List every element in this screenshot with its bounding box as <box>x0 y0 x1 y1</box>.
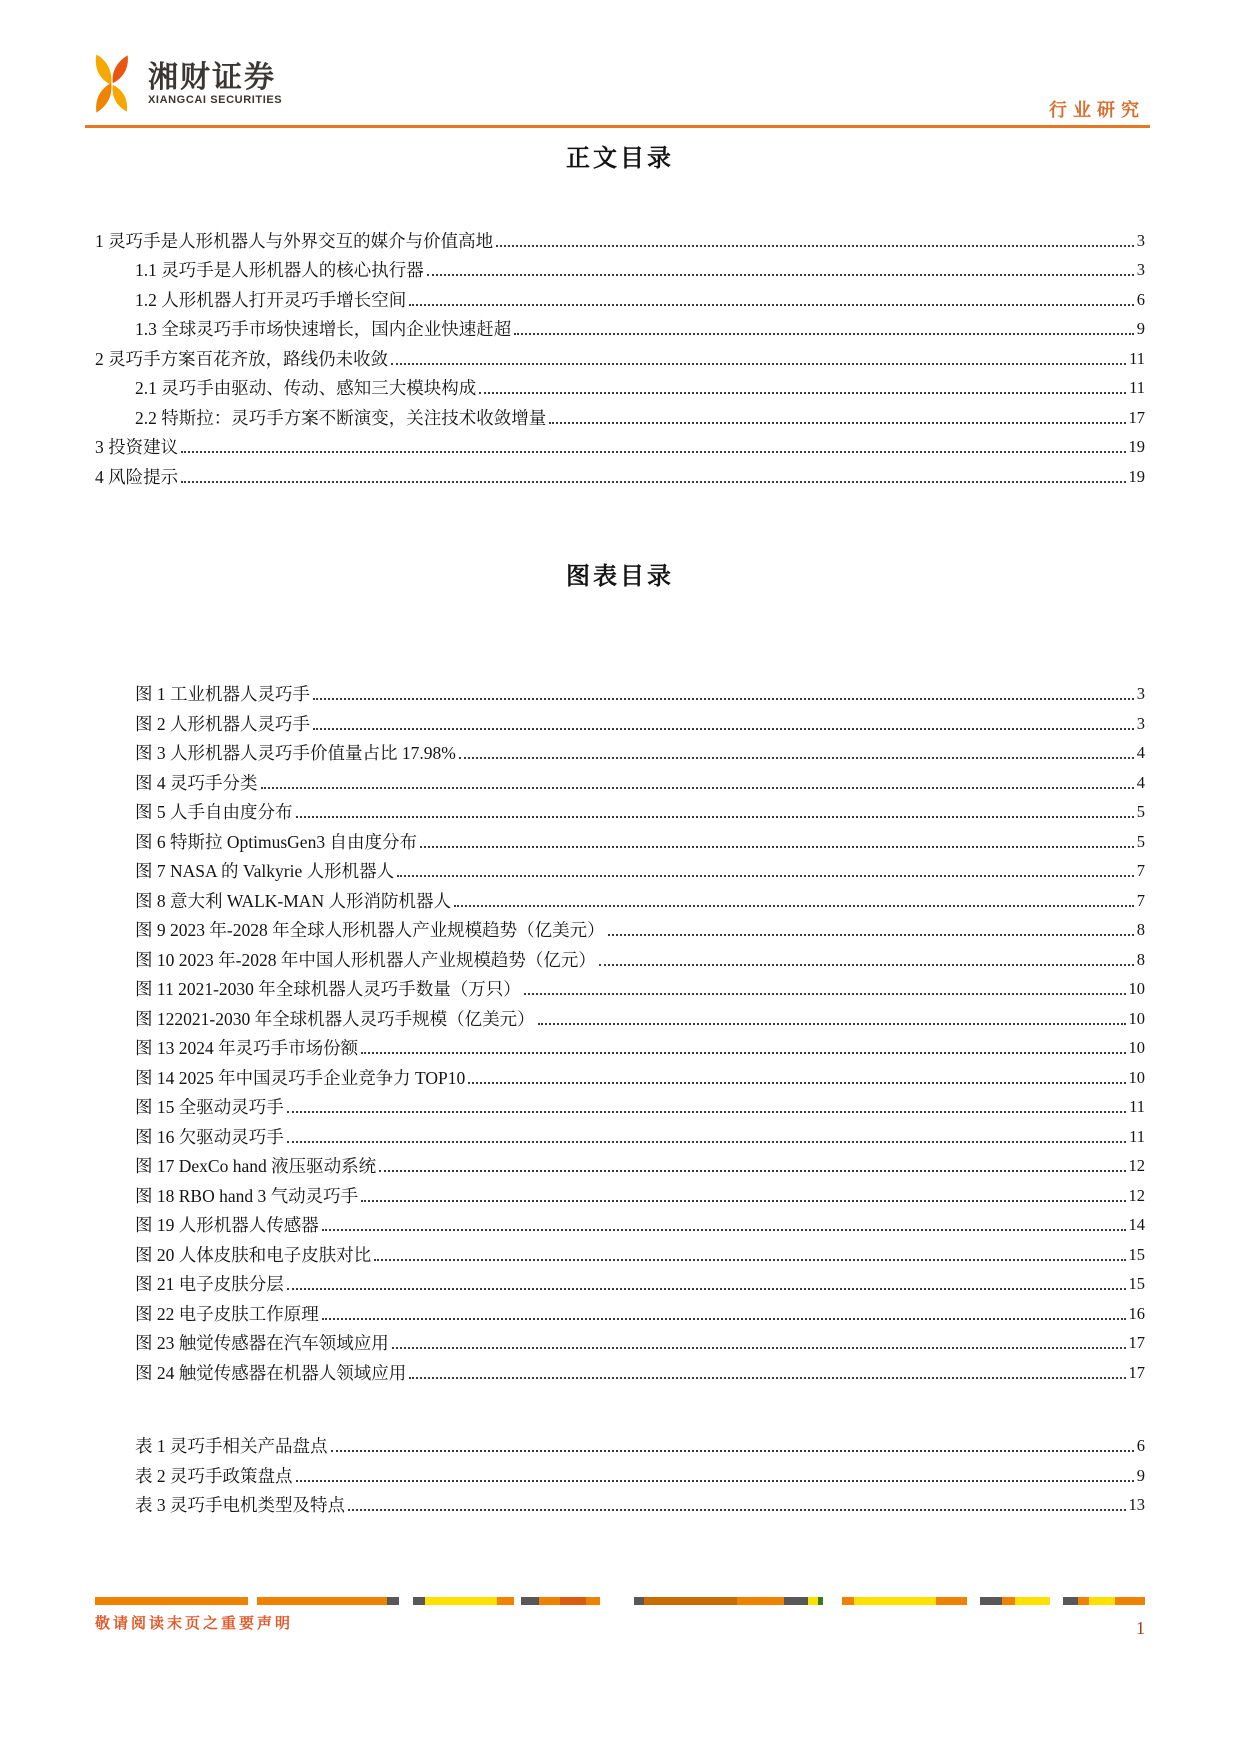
dot-leader <box>397 875 1134 877</box>
dot-leader <box>322 1229 1126 1231</box>
figure-entry-page-number: 11 <box>1129 1097 1145 1116</box>
figure-entry-page-number: 16 <box>1128 1303 1145 1323</box>
dot-leader <box>454 905 1134 907</box>
dot-leader <box>514 333 1134 335</box>
footer-bar-segment <box>248 1597 256 1605</box>
dot-leader <box>391 363 1126 365</box>
toc-entry-page-number: 6 <box>1136 289 1145 309</box>
brand-logo <box>86 52 282 116</box>
table-entry-label: 表 2 灵巧手政策盘点 <box>135 1465 293 1486</box>
footer-bar-segment <box>399 1597 413 1605</box>
footer-bar-segment <box>1063 1597 1078 1605</box>
figure-entry-page-number: 8 <box>1136 920 1145 939</box>
figure-entry-label: 图 3 人形机器人灵巧手价值量占比 17.98% <box>135 743 456 763</box>
figure-entry-page-number: 14 <box>1128 1215 1145 1234</box>
figure-entry-label: 图 5 人手自由度分布 <box>135 802 293 822</box>
figure-entry[interactable] <box>95 1354 1145 1384</box>
figure-entry[interactable] <box>95 735 1145 765</box>
toc-entry-page-number: 19 <box>1128 437 1145 456</box>
footer-bar-segment <box>1015 1597 1050 1605</box>
dot-leader <box>427 274 1134 276</box>
figure-entry-label: 图 4 灵巧手分类 <box>135 772 258 793</box>
figure-entry-page-number: 11 <box>1129 1126 1145 1146</box>
figure-entry-page-number: 7 <box>1136 861 1145 880</box>
toc-entry-page-number: 11 <box>1129 348 1145 368</box>
toc-entry-page-number: 19 <box>1128 466 1145 486</box>
figure-entry-page-number: 5 <box>1136 802 1145 821</box>
toc-entry-page-number: 3 <box>1136 260 1145 279</box>
footer-bar-segment <box>784 1597 808 1605</box>
page-number: 1 <box>1136 1618 1145 1638</box>
figure-entry-label: 图 9 2023 年-2028 年全球人形机器人产业规模趋势（亿美元） <box>135 920 605 940</box>
figure-entry-page-number: 4 <box>1136 743 1145 762</box>
toc-entry[interactable] <box>95 458 1145 488</box>
toc-entry[interactable] <box>95 429 1145 459</box>
figure-entry-label: 图 122021-2030 年全球机器人灵巧手规模（亿美元） <box>135 1008 535 1029</box>
dot-leader <box>549 422 1125 424</box>
dot-leader <box>287 1141 1126 1143</box>
figure-entry[interactable] <box>95 1295 1145 1325</box>
figure-entry-label: 图 21 电子皮肤分层 <box>135 1274 284 1294</box>
dot-leader <box>287 1111 1126 1113</box>
footer-bar-segment <box>95 1597 248 1605</box>
figure-entry[interactable] <box>95 1236 1145 1266</box>
footer-bar-segment <box>1089 1597 1115 1605</box>
header-divider <box>85 125 1150 128</box>
dot-leader <box>261 787 1134 789</box>
figure-entry[interactable] <box>95 1266 1145 1296</box>
toc-entry-page-number: 3 <box>1136 230 1145 250</box>
figure-entry[interactable] <box>95 705 1145 735</box>
figure-entry-label: 图 13 2024 年灵巧手市场份额 <box>135 1038 359 1058</box>
dot-leader <box>361 1200 1125 1202</box>
toc-entry[interactable] <box>95 340 1145 370</box>
figure-entry-label: 图 24 触觉传感器在机器人领域应用 <box>135 1362 407 1383</box>
dot-leader <box>296 816 1134 818</box>
footer-bar-segment <box>560 1597 586 1605</box>
figure-entry-label: 图 6 特斯拉 OptimusGen3 自由度分布 <box>135 831 417 852</box>
footer-bar-segment <box>521 1597 540 1605</box>
figures-title: 图表目录 <box>566 563 674 590</box>
figure-entry-page-number: 17 <box>1128 1333 1145 1352</box>
toc-entry-label: 1.2 人形机器人打开灵巧手增长空间 <box>135 289 407 310</box>
figure-entry-label: 图 14 2025 年中国灵巧手企业竞争力 TOP10 <box>135 1067 466 1088</box>
table-entry[interactable] <box>95 1457 1145 1487</box>
dot-leader <box>524 993 1126 995</box>
dot-leader <box>181 481 1125 483</box>
toc-entry[interactable] <box>95 399 1145 429</box>
figure-entry[interactable] <box>95 1089 1145 1119</box>
footer-bar-segment <box>1115 1597 1145 1605</box>
footer-bar-segment <box>497 1597 514 1605</box>
figure-entry[interactable] <box>95 764 1145 794</box>
footer-bar-segment <box>936 1597 968 1605</box>
figure-entry-page-number: 3 <box>1136 684 1145 703</box>
footer-bar-segment <box>737 1597 783 1605</box>
toc-entry[interactable] <box>95 222 1145 252</box>
figure-entry-label: 图 15 全驱动灵巧手 <box>135 1097 284 1117</box>
figure-entry-label: 图 22 电子皮肤工作原理 <box>135 1303 319 1324</box>
figure-entry-page-number: 17 <box>1128 1362 1145 1382</box>
figure-entry-page-number: 10 <box>1128 1038 1145 1057</box>
footer-bar-segment <box>257 1597 387 1605</box>
toc-entry-page-number: 11 <box>1129 378 1145 397</box>
dot-leader <box>313 698 1134 700</box>
toc-entry-label: 2 灵巧手方案百花齐放，路线仍未收敛 <box>95 348 389 369</box>
footer-bar-segment <box>586 1597 601 1605</box>
footer-bar-segment <box>842 1597 854 1605</box>
xiangcai-logo-icon <box>86 52 138 116</box>
figure-entry[interactable] <box>95 1000 1145 1030</box>
toc-entry-page-number: 17 <box>1128 407 1145 427</box>
figure-entry-label: 图 20 人体皮肤和电子皮肤对比 <box>135 1244 372 1265</box>
figure-entry-label: 图 10 2023 年-2028 年中国人形机器人产业规模趋势（亿元） <box>135 949 596 970</box>
figure-entry[interactable] <box>95 1325 1145 1355</box>
dot-leader <box>409 304 1134 306</box>
toc-entry-label: 3 投资建议 <box>95 437 179 457</box>
figure-entry-label: 图 2 人形机器人灵巧手 <box>135 713 310 734</box>
dot-leader <box>599 964 1134 966</box>
footer-bar-segment <box>425 1597 497 1605</box>
dot-leader <box>468 1082 1125 1084</box>
brand-name-cn: 湘财证券 <box>148 60 276 94</box>
footer-bar-segment <box>1050 1597 1063 1605</box>
table-list <box>95 1428 1145 1517</box>
toc-entry[interactable] <box>95 370 1145 400</box>
toc-entry[interactable] <box>95 252 1145 282</box>
toc-entry[interactable] <box>95 281 1145 311</box>
figure-entry-label: 图 23 触觉传感器在汽车领域应用 <box>135 1333 389 1353</box>
figure-entry[interactable] <box>95 1207 1145 1237</box>
footer-bar-segment <box>967 1597 979 1605</box>
dot-leader <box>608 934 1134 936</box>
figure-entry-page-number: 5 <box>1136 831 1145 851</box>
dot-leader <box>538 1023 1126 1025</box>
figure-entry-page-number: 10 <box>1128 1008 1145 1028</box>
figure-entry-label: 图 7 NASA 的 Valkyrie 人形机器人 <box>135 861 395 881</box>
table-entry-label: 表 3 灵巧手电机类型及特点 <box>135 1495 345 1515</box>
figure-entry[interactable] <box>95 1030 1145 1060</box>
toc-title: 正文目录 <box>566 146 674 172</box>
figure-entry-label: 图 16 欠驱动灵巧手 <box>135 1126 284 1147</box>
figure-entry[interactable] <box>95 1177 1145 1207</box>
figure-entry-label: 图 18 RBO hand 3 气动灵巧手 <box>135 1185 359 1206</box>
toc-entry-label: 4 风险提示 <box>95 466 179 487</box>
figure-entry-label: 图 19 人形机器人传感器 <box>135 1215 319 1235</box>
table-entry-page-number: 6 <box>1136 1436 1145 1455</box>
figure-entry-page-number: 15 <box>1128 1274 1145 1293</box>
dot-leader <box>287 1288 1126 1290</box>
figure-entry[interactable] <box>95 1118 1145 1148</box>
figure-entry[interactable] <box>95 941 1145 971</box>
dot-leader <box>392 1347 1126 1349</box>
figure-entry-page-number: 8 <box>1136 949 1145 969</box>
table-entry[interactable] <box>95 1487 1145 1517</box>
footer-bar-segment <box>539 1597 559 1605</box>
figure-entry[interactable] <box>95 971 1145 1001</box>
footer-bar-segment <box>854 1597 936 1605</box>
toc-entry-page-number: 9 <box>1136 319 1145 338</box>
figure-entry-page-number: 4 <box>1136 772 1145 792</box>
table-entry-page-number: 13 <box>1128 1495 1145 1514</box>
figure-entry-page-number: 7 <box>1136 890 1145 910</box>
figure-entry[interactable] <box>95 853 1145 883</box>
footer-bar-segment <box>808 1597 818 1605</box>
dot-leader <box>459 757 1134 759</box>
dot-leader <box>379 1170 1125 1172</box>
footer-bar-segment <box>1078 1597 1089 1605</box>
figure-entry-label: 图 11 2021-2030 年全球机器人灵巧手数量（万只） <box>135 979 521 999</box>
dot-leader <box>374 1259 1125 1261</box>
toc-entry[interactable] <box>95 311 1145 341</box>
figure-entry-page-number: 10 <box>1128 979 1145 998</box>
toc-list <box>95 222 1145 488</box>
footer-bar-segment <box>600 1597 633 1605</box>
toc-entry-label: 2.2 特斯拉：灵巧手方案不断演变，关注技术收敛增量 <box>135 407 547 428</box>
figure-entry[interactable] <box>95 794 1145 824</box>
figure-entry-page-number: 15 <box>1128 1244 1145 1264</box>
disclaimer-text: 敬请阅读末页之重要声明 <box>95 1616 294 1632</box>
dot-leader <box>479 392 1126 394</box>
figure-entry-page-number: 3 <box>1136 713 1145 733</box>
table-entry-page-number: 9 <box>1136 1465 1145 1485</box>
dot-leader <box>409 1377 1125 1379</box>
toc-entry-label: 1.1 灵巧手是人形机器人的核心执行器 <box>135 260 424 280</box>
figure-entry[interactable] <box>95 882 1145 912</box>
figure-entry-page-number: 10 <box>1128 1067 1145 1087</box>
dot-leader <box>496 245 1134 247</box>
dot-leader <box>313 728 1134 730</box>
toc-entry-label: 1 灵巧手是人形机器人与外界交互的媒介与价值高地 <box>95 230 494 251</box>
brand-text <box>148 62 282 107</box>
figure-entry-label: 图 8 意大利 WALK-MAN 人形消防机器人 <box>135 890 451 911</box>
dot-leader <box>296 1480 1134 1482</box>
footer-bar-segment <box>634 1597 644 1605</box>
toc-entry-label: 2.1 灵巧手由驱动、传动、感知三大模块构成 <box>135 378 477 398</box>
brand-name-en: XIANGCAI SECURITIES <box>148 93 283 106</box>
dot-leader <box>331 1450 1134 1452</box>
dot-leader <box>420 846 1134 848</box>
footer-bar-segment <box>387 1597 399 1605</box>
footer-decorative-bar <box>95 1597 1145 1605</box>
figure-entry-label: 图 1 工业机器人灵巧手 <box>135 684 310 704</box>
figure-entry[interactable] <box>95 676 1145 706</box>
dot-leader <box>361 1052 1125 1054</box>
table-entry-label: 表 1 灵巧手相关产品盘点 <box>135 1436 328 1456</box>
dot-leader <box>348 1509 1126 1511</box>
footer-bar-segment <box>413 1597 425 1605</box>
report-category-label: 行业研究 <box>1049 100 1145 120</box>
dot-leader <box>322 1318 1126 1320</box>
figure-entry-page-number: 12 <box>1128 1185 1145 1205</box>
dot-leader <box>181 451 1125 453</box>
report-header <box>0 0 1239 128</box>
toc-content <box>95 142 1145 1516</box>
footer-bar-segment <box>980 1597 1002 1605</box>
figure-entry-label: 图 17 DexCo hand 液压驱动系统 <box>135 1156 377 1176</box>
footer-bar-segment <box>1002 1597 1015 1605</box>
footer-bar-segment <box>823 1597 842 1605</box>
table-entry[interactable] <box>95 1428 1145 1458</box>
figure-entry[interactable] <box>95 912 1145 942</box>
figure-entry[interactable] <box>95 1059 1145 1089</box>
toc-entry-label: 1.3 全球灵巧手市场快速增长，国内企业快速赶超 <box>135 319 512 339</box>
figure-entry[interactable] <box>95 1148 1145 1178</box>
figure-entry[interactable] <box>95 823 1145 853</box>
figure-list <box>95 676 1145 1384</box>
footer-bar-segment <box>644 1597 737 1605</box>
report-footer <box>95 1612 1145 1639</box>
figure-entry-page-number: 12 <box>1128 1156 1145 1175</box>
